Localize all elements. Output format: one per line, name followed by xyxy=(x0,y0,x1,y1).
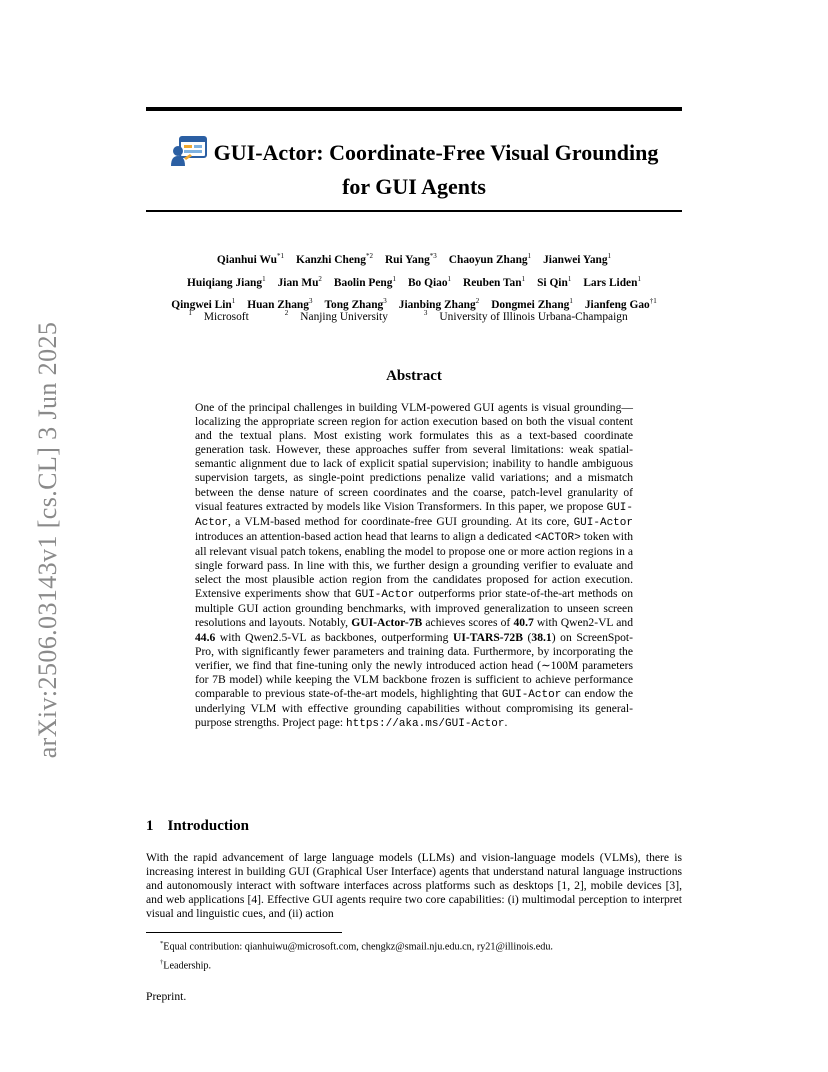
abstract-seg: . xyxy=(504,716,508,730)
author-name-text: Qingwei Lin xyxy=(171,299,232,312)
code-gui-actor: GUI-Actor xyxy=(195,501,633,529)
bold-score: 40.7 xyxy=(513,616,534,630)
footnotes xyxy=(160,936,553,975)
preprint-label: Preprint. xyxy=(146,990,187,1003)
author-name-text: Qianhui Wu xyxy=(216,253,277,266)
author-affil-mark: 2 xyxy=(318,274,322,283)
abstract-seg: , a VLM-based method for coordinate-free GUI grounding. At its core, xyxy=(228,514,574,528)
section-heading xyxy=(146,818,249,835)
author-name-text: Baolin Peng xyxy=(333,276,393,289)
author-name xyxy=(296,254,373,266)
footnote-text: Equal contribution: qianhuiwu@microsoft.com, chengkz@smail.nju.edu.cn, ry21@illinois.edu. xyxy=(163,941,553,953)
author-name xyxy=(583,274,641,289)
affiliation-mark: 2 xyxy=(284,309,289,317)
author-name xyxy=(543,254,611,266)
abstract-seg: can endow the underlying VLM with effective grounding capabilities without compromising its general-purpose strengths. Project page: xyxy=(195,686,633,730)
affiliation-mark: 1 xyxy=(188,309,192,317)
author-affil-mark: 3 xyxy=(308,297,313,306)
gui-actor-logo-icon xyxy=(170,136,208,173)
title-line-2: for GUI Agents xyxy=(342,174,486,199)
code-gui-actor: GUI-Actor xyxy=(501,688,562,701)
abstract-seg: with Qwen2-VL and xyxy=(533,616,633,630)
paper-title xyxy=(146,136,682,201)
title-bottom-rule xyxy=(146,210,682,212)
abstract-seg: outperforms prior state-of-the-art methods on multiple GUI action grounding benchmarks, with improved generalization to unseen screen resolutions and layouts. Notably, xyxy=(195,587,633,630)
author-affil-mark: 1 xyxy=(527,252,532,260)
footnote-rule xyxy=(146,932,342,933)
abstract-heading: Abstract xyxy=(386,368,442,384)
author-affil-mark: *1 xyxy=(276,252,284,260)
bold-score: 38.1 xyxy=(531,630,552,644)
footnote-text: Leadership. xyxy=(163,960,212,972)
title-block xyxy=(146,136,682,201)
author-affil-mark: 1 xyxy=(569,297,573,306)
footnote-lead xyxy=(160,955,553,974)
author-name-text: Chaoyun Zhang xyxy=(448,253,528,266)
bold-model-name: UI-TARS-72B xyxy=(452,630,523,644)
bold-score: 44.6 xyxy=(195,630,216,644)
abstract-text xyxy=(195,401,633,731)
author-name-text: Huan Zhang xyxy=(247,299,309,312)
abstract-seg: token with all relevant visual patch tokens, enabling the model to propose one or more action regions in a single forward pass. In line with this, we further design a grounding verifier to evaluate and select the most plausible action region from the candidates proposed for action execution. Extensive experiments show that xyxy=(195,529,633,601)
affiliation-list xyxy=(146,309,682,323)
affiliation-mark: 3 xyxy=(423,309,428,317)
bold-model-name: GUI-Actor-7B xyxy=(351,616,423,630)
affiliation-name: Microsoft xyxy=(203,310,249,323)
author-name-text: Jianbing Zhang xyxy=(398,299,476,312)
author-name xyxy=(537,274,572,289)
author-affil-mark: 1 xyxy=(447,274,452,283)
author-name-text: Jianwei Yang xyxy=(543,253,608,266)
author-name-text: Jianfeng Gao xyxy=(584,299,650,312)
author-name xyxy=(277,274,322,289)
author-affil-mark: 3 xyxy=(383,297,387,306)
author-name-text: Reuben Tan xyxy=(463,276,522,289)
author-name xyxy=(217,254,284,266)
author-name xyxy=(407,274,452,289)
author-name-text: Lars Liden xyxy=(583,276,638,289)
top-rule xyxy=(146,107,682,111)
abstract-seg: achieves scores of xyxy=(422,616,514,630)
author-name xyxy=(333,274,396,289)
section-number: 1 xyxy=(146,818,154,834)
author-affil-mark: 2 xyxy=(475,297,480,306)
author-affil-mark: †1 xyxy=(649,297,657,306)
affiliation-name: University of Illinois Urbana-Champaign xyxy=(439,310,628,323)
footnote-mark: † xyxy=(160,959,164,967)
code-actor-token: <ACTOR> xyxy=(534,531,581,544)
affiliation xyxy=(424,311,640,323)
abstract-seg: with Qwen2.5-VL as backbones, outperforming xyxy=(215,630,453,644)
author-affil-mark: 1 xyxy=(392,274,396,283)
affiliation-name: Nanjing University xyxy=(300,310,388,323)
section-title: Introduction xyxy=(167,818,249,834)
author-row xyxy=(146,270,682,293)
code-gui-actor: GUI-Actor xyxy=(354,589,415,602)
author-affil-mark: 1 xyxy=(567,274,572,283)
arxiv-identifier: arXiv:2506.03143v1 [cs.CL] 3 Jun 2025 xyxy=(33,321,62,759)
footnote-mark: * xyxy=(160,940,164,947)
author-name xyxy=(449,254,531,266)
abstract-seg: ( xyxy=(522,630,532,644)
intro-paragraph: With the rapid advancement of large language models (LLMs) and vision-language models (VLMs), there is increasing interest in building GUI (Graphical User Interface) agents that understand natural language instructions and autonomously interact with software interfaces across platforms such as desktops [1, 2], mobile devices [3], and web applications [4]. Effective GUI agents require two core capabilities: (i) multimodal perception to interpret visual and linguistic cues, and (ii) action xyxy=(146,851,682,921)
author-affil-mark: 1 xyxy=(262,274,266,283)
author-affil-mark: 1 xyxy=(521,274,526,283)
author-affil-mark: *2 xyxy=(365,252,373,260)
author-name-text: Kanzhi Cheng xyxy=(295,253,366,266)
footnote-equal xyxy=(160,936,553,955)
author-name xyxy=(463,274,526,289)
author-row xyxy=(146,247,682,270)
project-url-link[interactable]: https://aka.ms/GUI-Actor xyxy=(346,718,505,731)
author-affil-mark: 1 xyxy=(231,297,236,306)
code-gui-actor: GUI-Actor xyxy=(573,516,633,529)
affiliation xyxy=(188,311,260,323)
author-name-text: Dongmei Zhang xyxy=(491,299,570,312)
author-name xyxy=(187,274,266,289)
author-affil-mark: 1 xyxy=(637,274,641,283)
title-line-1: GUI-Actor: Coordinate-Free Visual Grounding xyxy=(213,140,659,165)
abstract-seg: One of the principal challenges in building VLM-powered GUI agents is visual grounding—localizing the appropriate screen region for action execution based on both the visual content and the textual plans. Most existing work formulates this as a text-based coordinate generation task. However, these approaches suffer from several limitations: weak spatial-semantic alignment due to lack of explicit spatial supervision; inability to handle ambiguous supervision targets, as single-point predictions penalize valid variations; and a mismatch between the dense nature of screen coordinates and the coarse, patch-level granularity of visual features extracted by models like Vision Transformers. In this paper, we propose xyxy=(195,401,633,513)
author-name-text: Huiqiang Jiang xyxy=(187,276,263,289)
affiliation xyxy=(285,311,400,323)
author-name-text: Tong Zhang xyxy=(324,299,384,312)
author-affil-mark: *3 xyxy=(429,252,437,260)
author-name-text: Rui Yang xyxy=(384,253,430,266)
abstract-seg: introduces an attention-based action head that learns to align a dedicated xyxy=(195,529,535,543)
author-affil-mark: 1 xyxy=(607,252,612,260)
author-name-text: Bo Qiao xyxy=(407,276,448,289)
author-list xyxy=(146,247,682,315)
author-name xyxy=(385,254,437,266)
abstract-seg: ) on ScreenSpot-Pro, with significantly fewer parameters and training data. Furthermore, by incorporating the verifier, we find that fine-tuning only the newly introduced action head (∼100M parameters for 7B model) while keeping the VLM backbone frozen is sufficient to achieve performance comparable to previous state-of-the-art models, highlighting that xyxy=(195,630,633,700)
author-name-text: Jian Mu xyxy=(277,276,319,289)
author-name-text: Si Qin xyxy=(537,276,568,289)
